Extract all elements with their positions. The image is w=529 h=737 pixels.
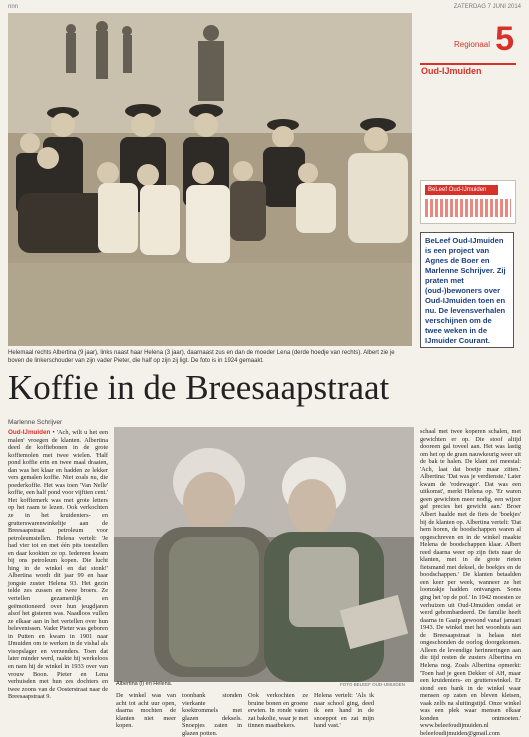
page-number: 5 (495, 20, 514, 58)
article-column-4: Ook verkochten ze bruine bonen en groene erwten. In ronde vaten zat bakolie, waar je met tinnen maatbekers. (248, 692, 308, 730)
article-column-5: Helena vertelt: 'Als ik naar school ging, deed ik een hand in de snoeppot en zat mijn hand vast.' (314, 692, 374, 730)
logo-text: BeLeef Oud-IJmuiden (425, 185, 498, 195)
page-header (8, 2, 521, 12)
info-box (420, 232, 514, 348)
beleef-logo (420, 180, 516, 224)
section-badge (420, 14, 520, 62)
section-place: Oud-IJmuiden (421, 66, 482, 76)
portrait-caption: Albertina (l) en Helena. (116, 681, 173, 687)
page-date: ZATERDAG 7 JUNI 2014 (453, 4, 521, 10)
article-column-3: toonbank stonden vierkante koektrommels met glazen deksels. Snoepjes zaten in glazen potten. (182, 692, 242, 737)
photo-caption: Helemaal rechts Albertina (9 jaar), links naast haar Helena (3 jaar), daarnaast zus en dan de moeder Lena (derde hoedje van rechts). Albert zie je boven de linkerschouder van zijn vader Pieter, die half op zijn zij ligt. De foto is in 1924 gemaakt. (8, 350, 395, 364)
section-divider (420, 63, 516, 65)
historic-group-photo (8, 13, 412, 346)
article-text-1: • 'Ach, wilt u het een malen' vroegen de klanten. Albertina deed de koffiebonen in de grote koffiemolen met twee wielen. 'Half pond koffie erin en twee maal draaien, dan was het klaar en hadden ze lekker vers gemalen koffie. Niet zoals nu, die poederkoffie. Het was toen 'Van Nelle' koffie, een half pond voor vijftien cent.' Het koffiemerk was met grote letters op het raam te lezen. Ook verkochten ze in het kruideniers- en grutterswarenwinkeltje aan de Breesaapstraat petroleum voor petroleumstellen. Helena vertelt: 'Je had vier tot en met één pits toestellen en daar kookten ze op. Iedereen kwam bij ons petroleum kopen. Die lucht hing in de winkel en dat stonk!' Albertina wordt dit jaar 99 en haar jongste zuster Helena 93. Het gezin telde zes zussen en twee broers. Ze vertellen gezamenlijk en geëmotioneerd over hun jeugdjaren alsof het gisteren was. Naadloos vullen ze elkaar aan in het vertellen over hun belevenissen. Vader Pieter was geboren in Putten en kwam in 1901 naar IJmuiden om te werken in de vishal als visopslager en verzenders. Toen dat later minder werd, raakte hij werkeloos en nam hij de winkel in 1933 over van vrouw Boon. Pieter en Lena verhuisden met hun zes dochters en twee zoons van de Oosterstraat naar de Breesaapstraat 9. (8, 429, 109, 701)
article-column-6: schaal met twee koperen schalen, met gewichten er op. Die stoof altijd dooreen gal toveel aan. Het was lastig om het op de gram nauwkeurig weer uit de bak te halen. De klant zei meestal: 'Ach, laat dat boetje maar zitten.' Albertina: 'Dat was je verdienste.' Later kwam de 'rodewager'. Dat was een uitkomst', merkt Helena op. 'Er waren geen gewichten meer nodig, een wijzer gaf precies het gewicht aan.' Broer Albert haalde met de fiets de 'boekjes' bij de klanten op. Albertina vertelt: 'Dat hem horen, de boodschappen waren al opgeschreven en in de winkel maakte Helena de boodschappen klaar. Albert reed daarna weer op zijn fiets naar de klanten, met in de grote rieten fietsmand met deksel, de boekjes en de boodschappen.' De klanten betaalden een keer per week, wanneer ze het loonzakje hadden ontvangen. Soms ging het 'op de pof.' In 1942 moesten ze verhuizen uit Oud-IJmuiden omdat er werd gebombardeerd. De familie heeft daarna in Gaaip gewoond vanaf januari 1943. De winkel met het woonhuis aan de Breesaapstraat is helaas niet ongeschonden de oorlog doorgekomen. Alleen de levendige herinneringen aan die tijd resten de zusters Albertina en Helena nog. Zoals Albertina opmerkt: 'Toen had je geen Dekker of AH, maar een kruideniers- en grutterswinkel. Er stond een bank in de winkel waar mensen op zaten en bleven kletsen, vaak zelfs na sluitingstijd. Onze winkel was een plek waar mensen elkaar konden ontmoeten.' www.beleefoudijmuiden.nl beleefoudijmuiden@gmail.com (420, 428, 521, 737)
headline: Koffie in de Breesaapstraat (8, 368, 390, 407)
logo-graphic (425, 199, 511, 217)
portrait-credit: FOTO BELEEF OUD-IJMUIDEN (340, 682, 405, 687)
portrait-photo (114, 427, 414, 682)
article-dateline: Oud-IJmuiden (8, 429, 51, 436)
byline: Marlenne Schrijver (8, 419, 63, 426)
info-box-text: BeLeef Oud-IJmuiden is een project van Agnes de Boer en Marlenne Schrijver. Zij praten met (oud-)bewoners over Oud-IJmuiden toen en nu. De levensverhalen verschijnen om de twee weken in de IJmuider Courant. (425, 236, 506, 345)
section-label: Regionaal (453, 40, 490, 49)
article-column-2: De winkel was van acht tot acht uur open, daarna mochten de klanten niet meer kopen. (116, 692, 176, 730)
page-header-left: nnn (8, 4, 19, 10)
article-column-1 (8, 429, 108, 725)
